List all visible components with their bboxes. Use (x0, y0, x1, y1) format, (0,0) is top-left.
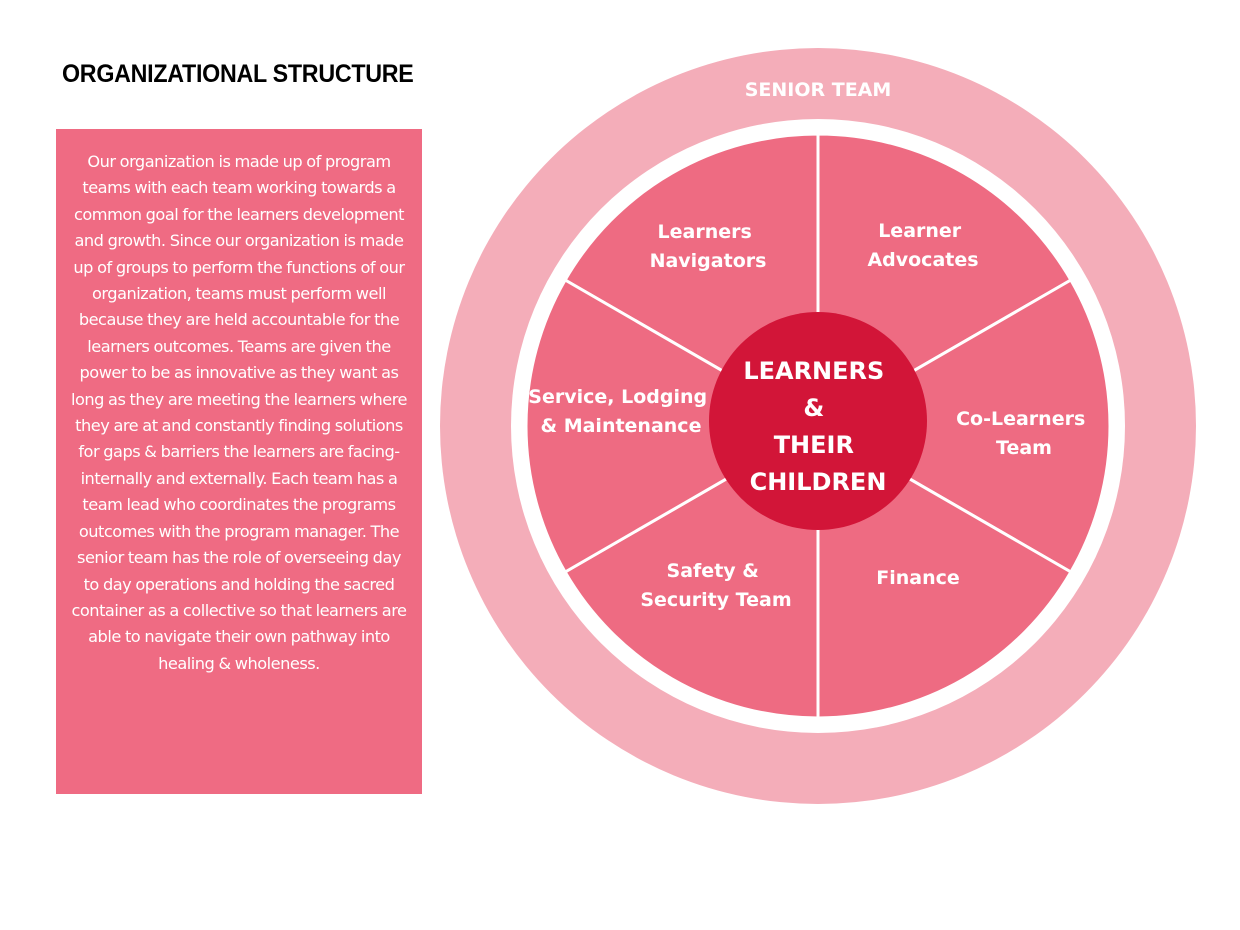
center-label-line: LEARNERS (743, 357, 885, 385)
center-label-line: THEIR (773, 431, 854, 459)
segment-label-line: Team (996, 437, 1052, 459)
segment-label-line: Finance (876, 567, 960, 589)
page-title: ORGANIZATIONAL STRUCTURE (62, 60, 414, 88)
org-structure-diagram (435, 40, 1215, 820)
segment-label-line: Learner (878, 220, 962, 242)
center-label-line: CHILDREN (749, 468, 887, 496)
segment-label-line: Security Team (640, 589, 792, 611)
segment-label-line: & Maintenance (540, 415, 702, 437)
description-box (56, 129, 422, 794)
segment-label-line: Advocates (867, 249, 979, 271)
senior-team-label: SENIOR TEAM (744, 79, 892, 101)
segment-label-line: Co-Learners (956, 408, 1086, 430)
segment-label-line: Safety & (666, 560, 759, 582)
description-text: Our organization is made up of program teams with each team working towards a common goal for the learners development and growth. Since our organization is made up of groups to perform the functions of our organization, teams must perform well because they are held accountable for the learners outcomes. Teams are given the power to be as innovative as they want as long as they are meeting the learners where they are at and constantly finding solutions for gaps & barriers the learners are facing- internally and externally. Each team has a team lead who coordinates the programs outcomes with the program manager. The senior team has the role of overseeing day to day operations and holding the sacred container as a collective so that learners are able to navigate their own pathway into healing & wholeness. (70, 152, 408, 673)
segment-label-line: Navigators (649, 250, 767, 272)
segment-label-line: Learners (657, 221, 752, 243)
segment-label-finance (876, 567, 960, 589)
center-label-line: & (803, 394, 825, 422)
segment-label-line: Service, Lodging (528, 386, 708, 408)
